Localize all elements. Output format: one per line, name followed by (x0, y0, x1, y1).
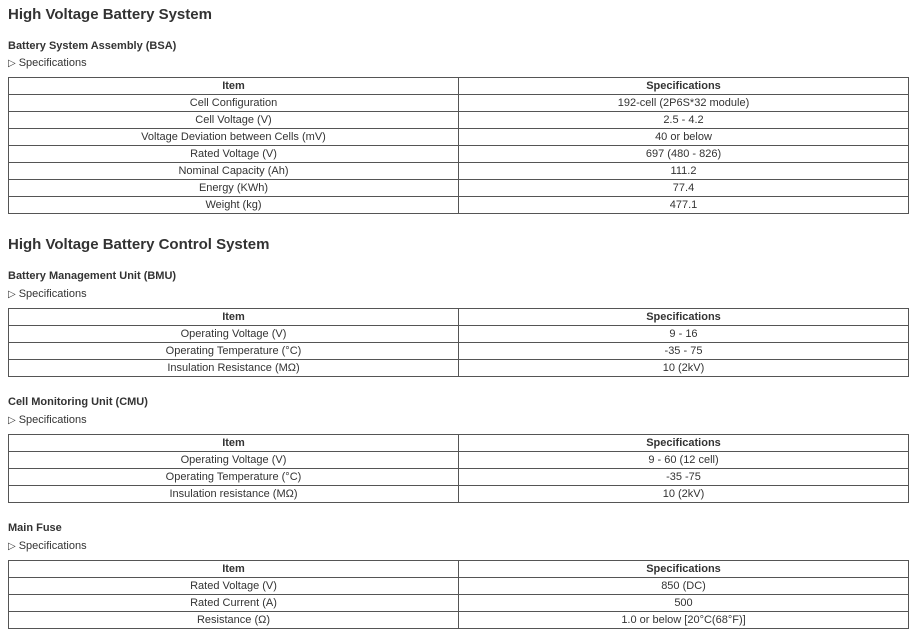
specification-cell: 9 - 16 (459, 326, 909, 343)
table-row (9, 326, 909, 343)
specification-cell: 2.5 - 4.2 (459, 112, 909, 129)
specification-cell: 9 - 60 (12 cell) (459, 452, 909, 469)
item-cell: Nominal Capacity (Ah) (9, 163, 459, 180)
table-row (9, 146, 909, 163)
spec-label-bsa: ▷ Specifications (8, 57, 87, 69)
table-row (9, 95, 909, 112)
subsection-title-cmu: Cell Monitoring Unit (CMU) (8, 396, 148, 408)
spec-label-main-fuse: ▷ Specifications (8, 540, 87, 552)
column-header-specifications: Specifications (459, 561, 909, 578)
table-row (9, 595, 909, 612)
spec-label-bmu: ▷ Specifications (8, 288, 87, 300)
table-row (9, 452, 909, 469)
table-row (9, 163, 909, 180)
column-header-item: Item (9, 561, 459, 578)
column-header-specifications: Specifications (459, 309, 909, 326)
column-header-specifications: Specifications (459, 78, 909, 95)
table-row (9, 129, 909, 146)
item-cell: Insulation Resistance (MΩ) (9, 360, 459, 377)
specification-cell: 192-cell (2P6S*32 module) (459, 95, 909, 112)
cmu-spec-table (8, 434, 909, 503)
item-cell: Rated Voltage (V) (9, 578, 459, 595)
main-fuse-spec-table (8, 560, 909, 629)
item-cell: Weight (kg) (9, 197, 459, 214)
specification-cell: 10 (2kV) (459, 360, 909, 377)
specification-cell: 40 or below (459, 129, 909, 146)
table-header-row (9, 435, 909, 452)
triangle-right-icon: ▷ (8, 58, 16, 69)
item-cell: Operating Voltage (V) (9, 326, 459, 343)
item-cell: Cell Configuration (9, 95, 459, 112)
spec-label-cmu: ▷ Specifications (8, 414, 87, 426)
section-title-hv-battery-system: High Voltage Battery System (8, 6, 212, 23)
bsa-spec-table (8, 77, 909, 214)
specification-cell: 500 (459, 595, 909, 612)
table-header-row (9, 309, 909, 326)
specification-cell: 111.2 (459, 163, 909, 180)
table-header-row (9, 78, 909, 95)
table-row (9, 343, 909, 360)
item-cell: Voltage Deviation between Cells (mV) (9, 129, 459, 146)
column-header-specifications: Specifications (459, 435, 909, 452)
table-row (9, 197, 909, 214)
item-cell: Energy (KWh) (9, 180, 459, 197)
bmu-spec-table (8, 308, 909, 377)
table-row (9, 180, 909, 197)
column-header-item: Item (9, 435, 459, 452)
triangle-right-icon: ▷ (8, 541, 16, 552)
specification-cell: 10 (2kV) (459, 486, 909, 503)
subsection-title-main-fuse: Main Fuse (8, 522, 62, 534)
triangle-right-icon: ▷ (8, 289, 16, 300)
specification-cell: 697 (480 - 826) (459, 146, 909, 163)
item-cell: Operating Temperature (°C) (9, 343, 459, 360)
item-cell: Operating Voltage (V) (9, 452, 459, 469)
item-cell: Insulation resistance (MΩ) (9, 486, 459, 503)
table-header-row (9, 561, 909, 578)
specification-cell: 1.0 or below [20°C(68°F)] (459, 612, 909, 629)
subsection-title-bmu: Battery Management Unit (BMU) (8, 270, 177, 282)
triangle-right-icon: ▷ (8, 415, 16, 426)
table-row (9, 486, 909, 503)
item-cell: Cell Voltage (V) (9, 112, 459, 129)
item-cell: Resistance (Ω) (9, 612, 459, 629)
specification-cell: 850 (DC) (459, 578, 909, 595)
column-header-item: Item (9, 78, 459, 95)
section-title-hv-battery-control-system: High Voltage Battery Control System (8, 236, 270, 253)
table-row (9, 112, 909, 129)
table-row (9, 360, 909, 377)
item-cell: Operating Temperature (°C) (9, 469, 459, 486)
table-row (9, 578, 909, 595)
table-row (9, 469, 909, 486)
specification-cell: -35 -75 (459, 469, 909, 486)
subsection-title-bsa: Battery System Assembly (BSA) (8, 40, 177, 52)
table-row (9, 612, 909, 629)
column-header-item: Item (9, 309, 459, 326)
specification-cell: 477.1 (459, 197, 909, 214)
specification-cell: 77.4 (459, 180, 909, 197)
specification-cell: -35 - 75 (459, 343, 909, 360)
item-cell: Rated Current (A) (9, 595, 459, 612)
item-cell: Rated Voltage (V) (9, 146, 459, 163)
